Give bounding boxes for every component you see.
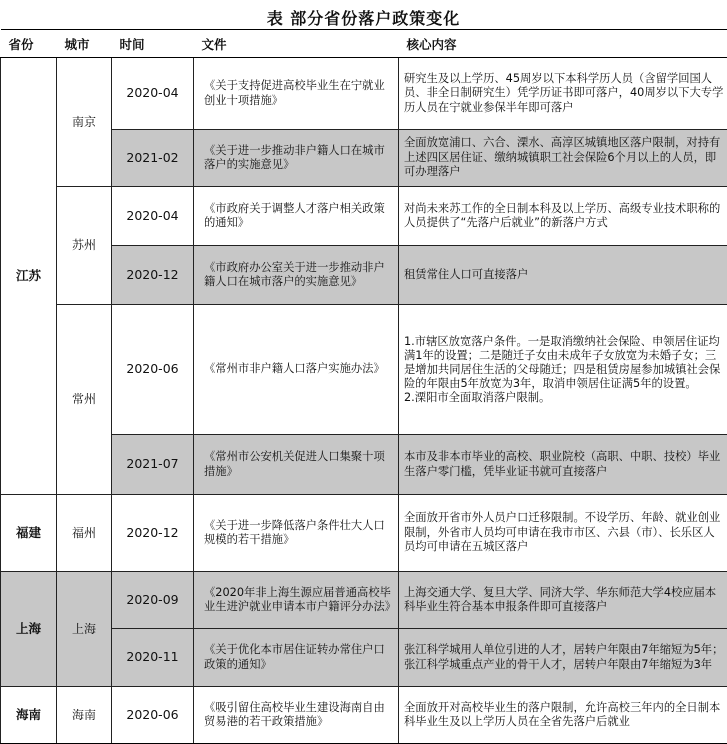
content-cell: 研究生及以上学历、45周岁以下本科学历人员（含留学回国人员、非全日制研究生）凭学历证书即可落户，40周岁以下大专学历人员在宁就业参保半年即可落户: [399, 58, 727, 130]
header-province: 省份: [1, 30, 57, 58]
table-row: [1, 305, 727, 435]
table-row: [1, 687, 727, 744]
header-content: 核心内容: [399, 30, 727, 58]
province-cell: 福建: [1, 495, 57, 572]
header-document: 文件: [194, 30, 399, 58]
time-cell: 2021-02: [112, 130, 194, 187]
time-cell: 2020-12: [112, 246, 194, 305]
table-row: [1, 187, 727, 246]
province-cell: 江苏: [1, 58, 57, 495]
header-city: 城市: [57, 30, 112, 58]
document-cell: 《关于进一步降低落户条件壮大人口规模的若干措施》: [194, 495, 399, 572]
content-cell: 全面放开对高校毕业生的落户限制，允许高校三年内的全日制本科毕业生及以上学历人员在全省先落户后就业: [399, 687, 727, 744]
document-cell: 《关于进一步推动非户籍人口在城市落户的实施意见》: [194, 130, 399, 187]
document-cell: 《市政府关于调整人才落户相关政策的通知》: [194, 187, 399, 246]
table-row: [1, 572, 727, 629]
content-cell: 1.市辖区放宽落户条件。一是取消缴纳社会保险、申领居住证均满1年的设置；二是随迁子女由未成年子女放宽为未婚子女；三是增加共同居住生活的父母随迁；四是租赁房屋参加城镇社会保险的年限由5年放宽为3年，取消申领居住证满5年的设置。 2.溧阳市全面取消落户限制。: [399, 305, 727, 435]
content-cell: 上海交通大学、复旦大学、同济大学、华东师范大学4校应届本科毕业生符合基本申报条件即可直接落户: [399, 572, 727, 629]
document-cell: 《关于支持促进高校毕业生在宁就业创业十项措施》: [194, 58, 399, 130]
content-cell: 对尚未来苏工作的全日制本科及以上学历、高级专业技术职称的人员提供了“先落户后就业”的新落户方式: [399, 187, 727, 246]
city-cell: 福州: [57, 495, 112, 572]
city-cell: 苏州: [57, 187, 112, 305]
content-cell: 全面放宽浦口、六合、溧水、高淳区城镇地区落户限制，对持有上述四区居住证、缴纳城镇职工社会保险6个月以上的人员，即可办理落户: [399, 130, 727, 187]
document-cell: 《2020年非上海生源应届普通高校毕业生进沪就业申请本市户籍评分办法》: [194, 572, 399, 629]
time-cell: 2020-06: [112, 305, 194, 435]
time-cell: 2020-12: [112, 495, 194, 572]
table-title: 表 部分省份落户政策变化: [0, 6, 727, 29]
document-cell: 《常州市非户籍人口落户实施办法》: [194, 305, 399, 435]
city-cell: 海南: [57, 687, 112, 744]
policy-table: [0, 29, 727, 744]
city-cell: 上海: [57, 572, 112, 687]
city-cell: 常州: [57, 305, 112, 495]
header-time: 时间: [112, 30, 194, 58]
content-cell: 张江科学城用人单位引进的人才，居转户年限由7年缩短为5年；张江科学城重点产业的骨干人才，居转户年限由7年缩短为3年: [399, 629, 727, 687]
document-cell: 《市政府办公室关于进一步推动非户籍人口在城市落户的实施意见》: [194, 246, 399, 305]
header-row: [1, 30, 727, 58]
time-cell: 2021-07: [112, 435, 194, 495]
table-row: [1, 58, 727, 130]
time-cell: 2020-04: [112, 187, 194, 246]
province-cell: 上海: [1, 572, 57, 687]
time-cell: 2020-11: [112, 629, 194, 687]
document-cell: 《关于优化本市居住证转办常住户口政策的通知》: [194, 629, 399, 687]
content-cell: 租赁常住人口可直接落户: [399, 246, 727, 305]
document-cell: 《常州市公安机关促进人口集聚十项措施》: [194, 435, 399, 495]
city-cell: 南京: [57, 58, 112, 187]
time-cell: 2020-09: [112, 572, 194, 629]
content-cell: 本市及非本市毕业的高校、职业院校（高职、中职、技校）毕业生落户零门槛，凭毕业证书就可直接落户: [399, 435, 727, 495]
table-row: [1, 495, 727, 572]
document-cell: 《吸引留住高校毕业生建设海南自由贸易港的若干政策措施》: [194, 687, 399, 744]
province-cell: 海南: [1, 687, 57, 744]
content-cell: 全面放开省市外人员户口迁移限制。不设学历、年龄、就业创业限制，外省市人员均可申请在我市市区、六县（市）、长乐区人员均可申请在五城区落户: [399, 495, 727, 572]
time-cell: 2020-04: [112, 58, 194, 130]
time-cell: 2020-06: [112, 687, 194, 744]
